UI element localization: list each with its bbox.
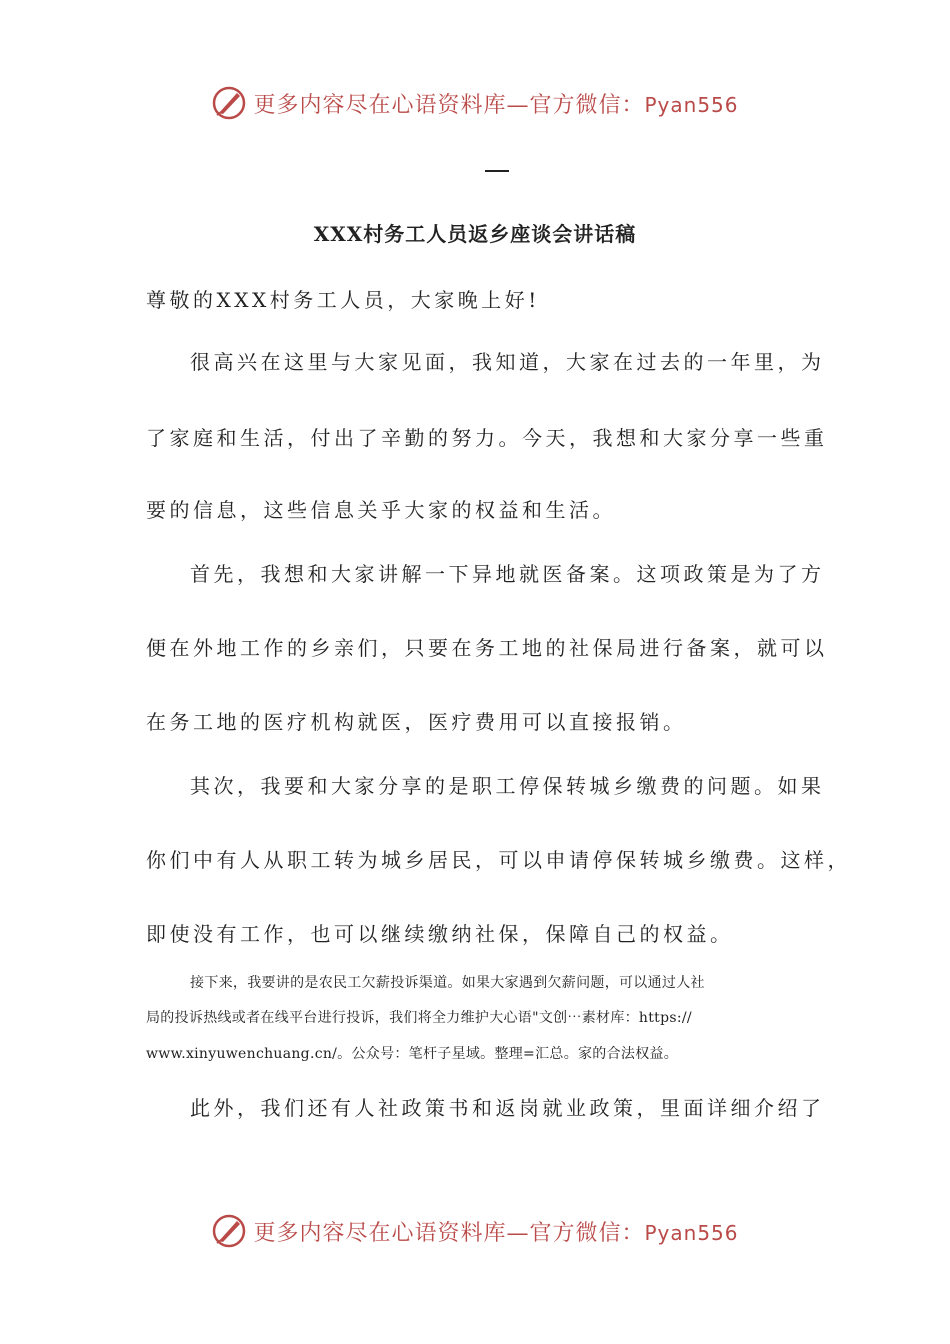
paragraph-line: 即使没有工作，也可以继续缴纳社保，保障自己的权益。 xyxy=(146,922,734,946)
paragraph-line: 你们中有人从职工转为城乡居民，可以申请停保转城乡缴费。这样， xyxy=(146,848,851,872)
paragraph-line: 了家庭和生活，付出了辛勤的努力。今天，我想和大家分享一些重 xyxy=(146,426,828,450)
paragraph-line: 要的信息，这些信息关乎大家的权益和生活。 xyxy=(146,498,616,522)
quill-logo-icon xyxy=(211,85,247,121)
banner-label: 更多内容尽在心语资料库—官方微信： xyxy=(253,92,645,118)
banner-text xyxy=(253,1216,738,1247)
document-title: XXX村务工人员返乡座谈会讲话稿 xyxy=(313,222,637,246)
paragraph-line: 其次，我要和大家分享的是职工停保转城乡缴费的问题。如果 xyxy=(190,774,825,798)
small-paragraph-line: www.xinyuwenchuang.cn/。公众号：笔杆子星域。整理=汇总。家的合法权益。 xyxy=(146,1046,679,1062)
wechat-id: Pyan556 xyxy=(644,92,739,117)
paragraph-line: 便在外地工作的乡亲们，只要在务工地的社保局进行备案，就可以 xyxy=(146,636,828,660)
wechat-id: Pyan556 xyxy=(644,1220,739,1245)
greeting: 尊敬的XXX村务工人员，大家晚上好! xyxy=(146,288,540,312)
small-paragraph-line: 接下来，我要讲的是农民工欠薪投诉渠道。如果大家遇到欠薪问题，可以通过人社 xyxy=(190,975,705,991)
paragraph-line: 很高兴在这里与大家见面，我知道，大家在过去的一年里，为 xyxy=(190,350,825,374)
paragraph-line: 此外，我们还有人社政策书和返岗就业政策，里面详细介绍了 xyxy=(190,1096,825,1120)
small-paragraph-line: 局的投诉热线或者在线平台进行投诉，我们将全力维护大心语"文创⋯素材库：https:// xyxy=(146,1010,692,1026)
header-banner xyxy=(0,80,950,126)
banner-text xyxy=(253,88,738,119)
page-mark xyxy=(485,170,509,172)
quill-logo-icon xyxy=(211,1213,247,1249)
footer-banner xyxy=(0,1208,950,1254)
paragraph-line: 在务工地的医疗机构就医，医疗费用可以直接报销。 xyxy=(146,710,687,734)
banner-label: 更多内容尽在心语资料库—官方微信： xyxy=(253,1220,645,1246)
paragraph-line: 首先，我想和大家讲解一下异地就医备案。这项政策是为了方 xyxy=(190,562,825,586)
